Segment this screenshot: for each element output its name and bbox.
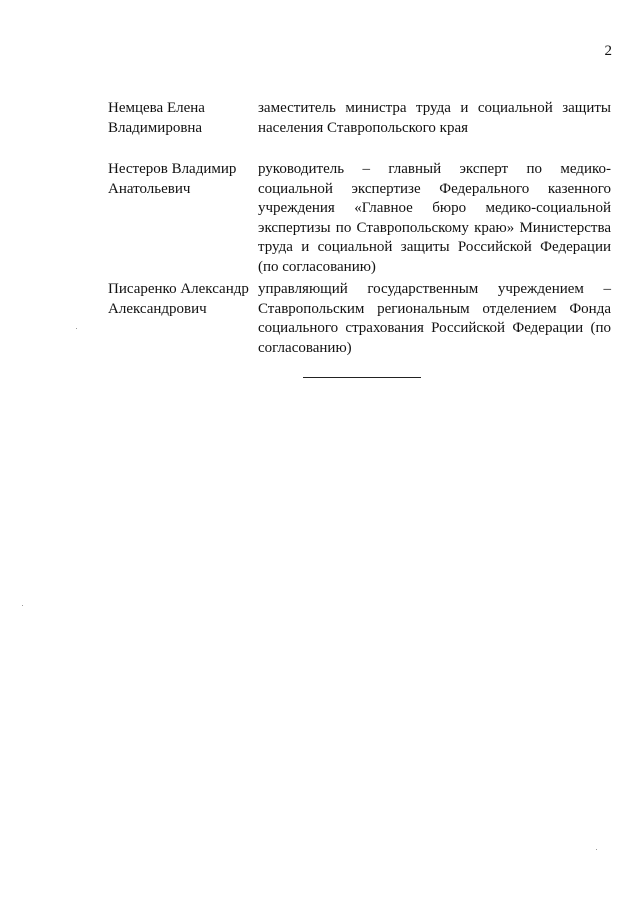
scan-speck <box>76 328 77 329</box>
page-number: 2 <box>604 43 612 59</box>
member-name: Немцева Елена Владимировна <box>108 100 205 136</box>
scan-speck <box>22 605 23 606</box>
member-entry <box>0 99 640 144</box>
committee-member-list <box>0 99 640 362</box>
member-entry <box>0 280 640 356</box>
scan-speck <box>596 849 597 850</box>
member-role: руководитель – главный эксперт по медико-социальной экспертизе Федерального казенного учреждения «Главное бюро медико-социальной экспертизы по Ставропольскому краю» Министерства труда и социальной защиты Российской Федерации (по согласованию) <box>258 161 611 275</box>
member-role: заместитель министра труда и социальной защиты населения Ставропольского края <box>258 100 611 136</box>
closing-divider-line <box>303 377 421 378</box>
member-name: Нестеров Владимир Анатольевич <box>108 161 237 197</box>
member-role: управляющий государственным учреждением – Ставропольским региональным отделением Фонда социального страхования Российской Федерации (по согласованию) <box>258 281 611 356</box>
member-entry <box>0 160 640 275</box>
member-name: Писаренко Александр Александрович <box>108 281 249 317</box>
